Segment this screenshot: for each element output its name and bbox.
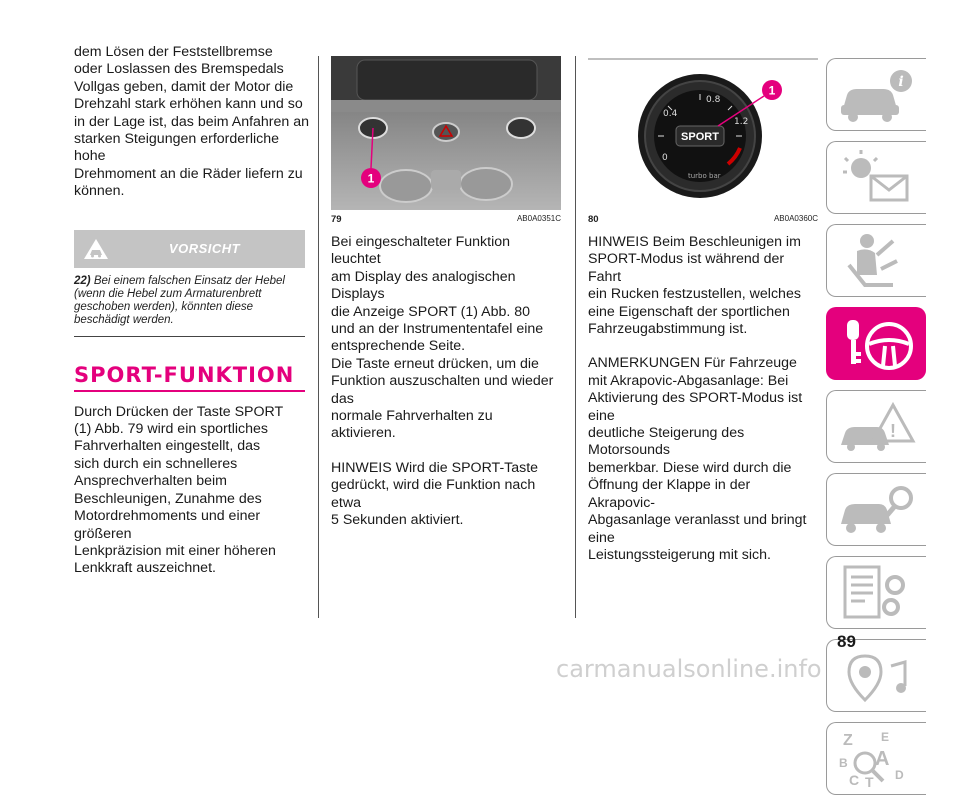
column-divider <box>575 56 576 618</box>
figure-80-image <box>588 56 818 210</box>
caution-text <box>74 268 305 337</box>
gauge-sport-label: SPORT <box>681 131 719 143</box>
index-letter-c: C <box>849 772 860 788</box>
index-letter-d: D <box>895 768 904 782</box>
dashboard-buttons-illustration <box>331 56 561 210</box>
column-divider <box>318 56 319 618</box>
body-paragraph: Durch Drücken der Taste SPORT (1) Abb. 79 wird ein sportliches Fahrverhalten eingestellt, das sich durch ein schnelleres Ansprechverhalten beim Beschleunigen, Zunahme des Motordrehmoments und einer größeren Lenkpräzision mit einer höheren Lenkkraft auszeichnet. <box>74 403 284 577</box>
figure-80-callout: 1 <box>768 83 776 98</box>
figure-79-image <box>331 56 561 210</box>
safety-seat-icon <box>835 231 919 291</box>
tab-vehicle-info[interactable] <box>826 58 926 131</box>
svg-text:i: i <box>898 74 904 90</box>
caution-title: VORSICHT <box>168 240 241 256</box>
column-right <box>588 56 818 564</box>
figure-80-number: 80 <box>588 214 599 225</box>
tab-technical-data[interactable] <box>826 556 926 629</box>
caution-content: Bei einem falschen Einsatz der Hebel (wenn die Hebel zum Armaturenbrett geschoben werden), könnten diese beschädigt werden. <box>74 274 285 326</box>
tab-starting-driving[interactable] <box>826 307 926 380</box>
caution-number: 22) <box>74 274 91 287</box>
figure-79-callout: 1 <box>367 171 375 186</box>
intro-paragraph: dem Lösen der Feststellbremse oder Loslassen des Bremspedals Vollgas geben, damit der Motor die Drehzahl stark erhöhen kann und so in der Lage ist, das beim Anfahren an starken Steigungen erforderliche hohe Drehmoment an die Räder liefern zu können. <box>74 44 310 200</box>
middle-paragraph-2: HINWEIS Wird die SPORT-Taste gedrückt, wird die Funktion nach etwa 5 Sekunden aktiviert. <box>331 459 539 529</box>
chapter-tabs <box>826 58 928 805</box>
car-maintenance-icon <box>835 480 919 540</box>
caution-box <box>74 230 305 337</box>
index-letter-a: A <box>875 748 890 770</box>
tab-maintenance[interactable] <box>826 473 926 546</box>
watermark: carmanualsonline.info <box>556 655 822 683</box>
middle-paragraph-1: Bei eingeschalteter Funktion leuchtet am Display des analogischen Displays die Anzeige SPORT (1) Abb. 80 und an der Instrumententafel eine entsprechende Seite. Die Taste erneut drücken, um die Funktion auszuschalten und wieder das normale Fahrverhalten zu aktivieren. <box>331 234 554 442</box>
gauge-tick-08: 0.8 <box>706 95 721 105</box>
index-letter-b: B <box>839 756 848 770</box>
alphabetical-index-icon <box>835 729 919 789</box>
emergency-warning-icon <box>835 397 919 457</box>
gauge-tick-04: 0.4 <box>663 109 678 119</box>
right-paragraph-2: ANMERKUNGEN Für Fahrzeuge mit Akrapovic-Abgasanlage: Bei Aktivierung des SPORT-Modus ist eine deutliche Steigerung des Motorsounds bemerkbar. Diese wird durch die Öffnung der Klappe in der Akrapovic- Abgasanlage veranlasst und bringt eine Leistungssteigerung mit sich. <box>588 355 807 563</box>
index-letter-t: T <box>865 774 874 789</box>
svg-text:!: ! <box>890 421 896 441</box>
gauge-brand: turbo bar <box>688 172 721 180</box>
car-info-icon <box>835 65 919 125</box>
figure-80-caption <box>588 210 818 226</box>
multimedia-icon <box>835 646 919 706</box>
caution-header <box>74 230 305 268</box>
column-middle <box>331 56 561 530</box>
light-message-icon <box>835 148 919 208</box>
figure-79-number: 79 <box>331 214 342 225</box>
gauge-tick-0: 0 <box>662 153 668 163</box>
index-letter-z: Z <box>843 732 853 749</box>
figure-79-caption <box>331 210 561 226</box>
document-gears-icon <box>835 563 919 623</box>
figure-80-code: AB0A0360C <box>773 214 818 223</box>
tab-warning-lights[interactable] <box>826 141 926 214</box>
sport-gauge-illustration <box>588 56 818 210</box>
key-steering-wheel-icon <box>835 314 919 374</box>
index-letter-e: E <box>881 730 890 744</box>
figure-79-code: AB0A0351C <box>516 214 561 223</box>
tab-emergency[interactable] <box>826 390 926 463</box>
tab-safety[interactable] <box>826 224 926 297</box>
tab-index[interactable] <box>826 722 926 795</box>
column-left <box>74 44 310 578</box>
section-title: SPORT-FUNKTION <box>74 362 295 387</box>
right-paragraph-1: HINWEIS Beim Beschleunigen im SPORT-Modus ist während der Fahrt ein Rucken festzustellen, welches eine Eigenschaft der sportlichen Fahrzeugabstimmung ist. <box>588 234 801 338</box>
section-rule <box>74 390 305 392</box>
gauge-tick-12: 1.2 <box>734 117 749 127</box>
page-number: 89 <box>837 632 856 651</box>
